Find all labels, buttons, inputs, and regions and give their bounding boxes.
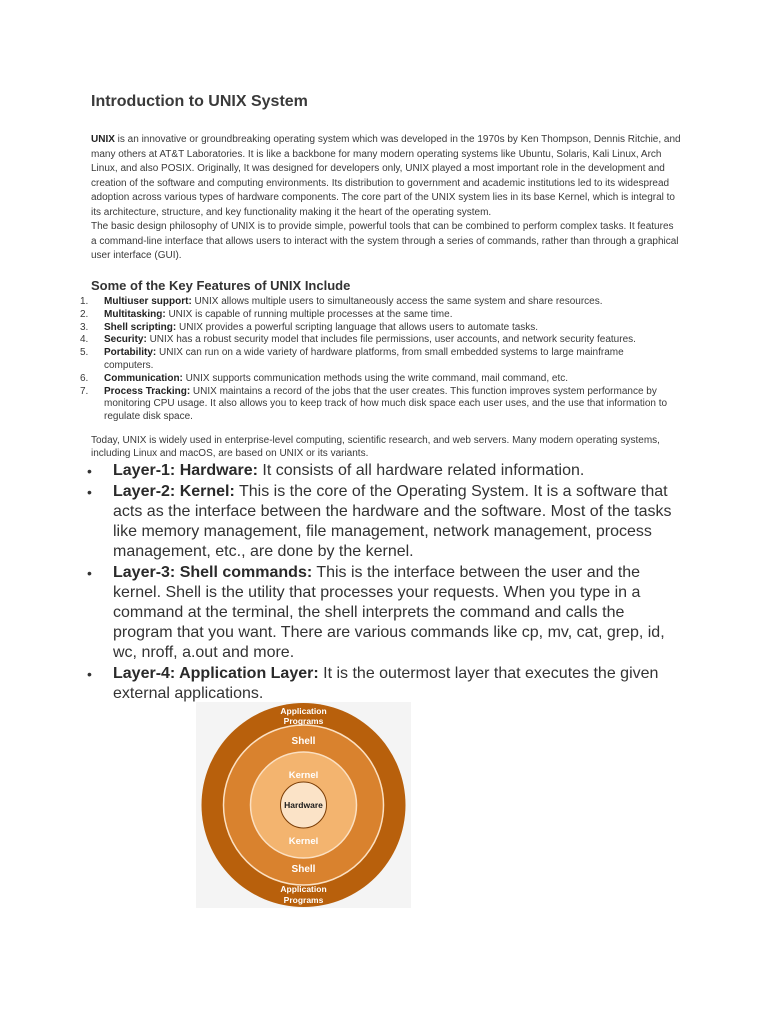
features-heading: Some of the Key Features of UNIX Include [91,278,351,293]
layers-list [87,461,687,705]
feature-number: 5. [80,347,89,359]
feature-name: Communication: [104,372,183,384]
page-title: Introduction to UNIX System [91,93,308,110]
layer-item [87,563,687,663]
feature-name: Portability: [104,347,157,359]
app-bottom-label-2: Programs [283,895,324,905]
feature-name: Process Tracking: [104,385,191,397]
feature-name: Multitasking: [104,308,166,320]
feature-number: 6. [80,372,89,384]
feature-item [80,296,670,309]
bullet-icon: • [87,484,92,500]
app-bottom-label-1: Application [280,884,327,894]
feature-text: UNIX provides a powerful scripting language that allows users to automate tasks. [176,321,539,333]
feature-text: UNIX has a robust security model that includes file permissions, user accounts, and network security features. [146,334,636,346]
intro-lead-term: UNIX [91,134,115,145]
feature-text: UNIX can run on a wide variety of hardware platforms, from small embedded systems to large mainframe computers. [104,347,624,371]
feature-item [80,373,670,386]
shell-top-label: Shell [291,736,316,747]
feature-name: Multiuser support: [104,296,192,307]
layer-item [87,482,687,562]
layer-name: Layer-3: Shell commands: [113,564,313,581]
feature-name: Shell scripting: [104,321,177,333]
feature-number: 1. [80,296,89,307]
layer-text: It is the outermost layer that executes the given external applications. [113,665,659,702]
bullet-icon: • [87,666,92,682]
intro-paragraph-1 [91,133,681,220]
kernel-bottom-label: Kernel [288,836,319,847]
feature-text: UNIX allows multiple users to simultaneously access the same system and share resources. [191,296,603,307]
shell-bottom-label: Shell [291,864,316,875]
layer-name: Layer-1: Hardware: [113,462,258,479]
feature-text: UNIX supports communication methods using the write command, mail command, etc. [182,372,569,384]
bullet-icon: • [87,463,92,479]
feature-item [80,386,670,424]
layer-name: Layer-4: Application Layer: [113,665,319,682]
unix-layers-diagram [196,702,411,908]
feature-text: UNIX is capable of running multiple processes at the same time. [165,308,453,320]
feature-number: 4. [80,334,89,346]
features-list [80,296,670,424]
layer-item [87,664,687,704]
feature-number: 2. [80,308,89,320]
layer-name: Layer-2: Kernel: [113,483,235,500]
layer-text: This is the interface between the user and the kernel. Shell is the utility that processes your requests. When you type in a command at the terminal, the shell interprets the command and calls the program that you want. There are various commands like cp, mv, cat, grep, id, wc, nroff, a.out and more. [113,564,665,661]
app-top-label-1: Application [280,706,327,716]
intro-paragraph-2: The basic design philosophy of UNIX is to provide simple, powerful tools that can be combined to perform complex tasks. It features a command-line interface that allows users to interact with the system through a series of commands, rather than through a graphical user interface (GUI). [91,221,679,261]
bullet-icon: • [87,565,92,581]
intro-paragraph-1-text: is an innovative or groundbreaking operating system which was developed in the 1970s by Ken Thompson, Dennis Ritchie, and many others at AT&T Laboratories. It is like a backbone for many modern operating systems like Ubuntu, Solaris, Kali Linux, Arch Linux, and also POSIX. Originally, It was designed for developers only, UNIX played a most important role in the development and creation of the software and computing environments. Its distribution to government and academic institutions led to its widespread adoption across various types of hardware components. The core part of the UNIX system lies in its base Kernel, which is integral to its architecture, structure, and key functionality making it the heart of the operating system. [91,134,681,218]
intro-section [91,133,681,264]
closing-paragraph: Today, UNIX is widely used in enterprise-level computing, scientific research, and web servers. Many modern operating systems, including Linux and macOS, are based on UNIX or its variants. [91,435,660,459]
layer-item [87,461,687,481]
layer-text: This is the core of the Operating System. It is a software that acts as the interface between the hardware and the software. Most of the tasks like memory management, file management, network management, process management, etc., are done by the kernel. [113,483,672,560]
feature-name: Security: [104,334,147,346]
feature-item [80,322,670,335]
feature-number: 3. [80,321,89,333]
app-top-label-2: Programs [283,716,324,726]
feature-text: UNIX maintains a record of the jobs that the user creates. This function improves system performance by monitoring CPU usage. It also allows you to keep track of how much disk space each user uses, and the use that information to regulate disk space. [104,385,668,423]
feature-item [80,334,670,347]
unix-layers-diagram-svg [196,702,411,908]
kernel-top-label: Kernel [288,770,319,781]
feature-item [80,309,670,322]
feature-item [80,347,670,373]
hardware-label: Hardware [284,800,323,810]
feature-number: 7. [80,385,89,397]
layer-text: It consists of all hardware related information. [257,462,585,479]
